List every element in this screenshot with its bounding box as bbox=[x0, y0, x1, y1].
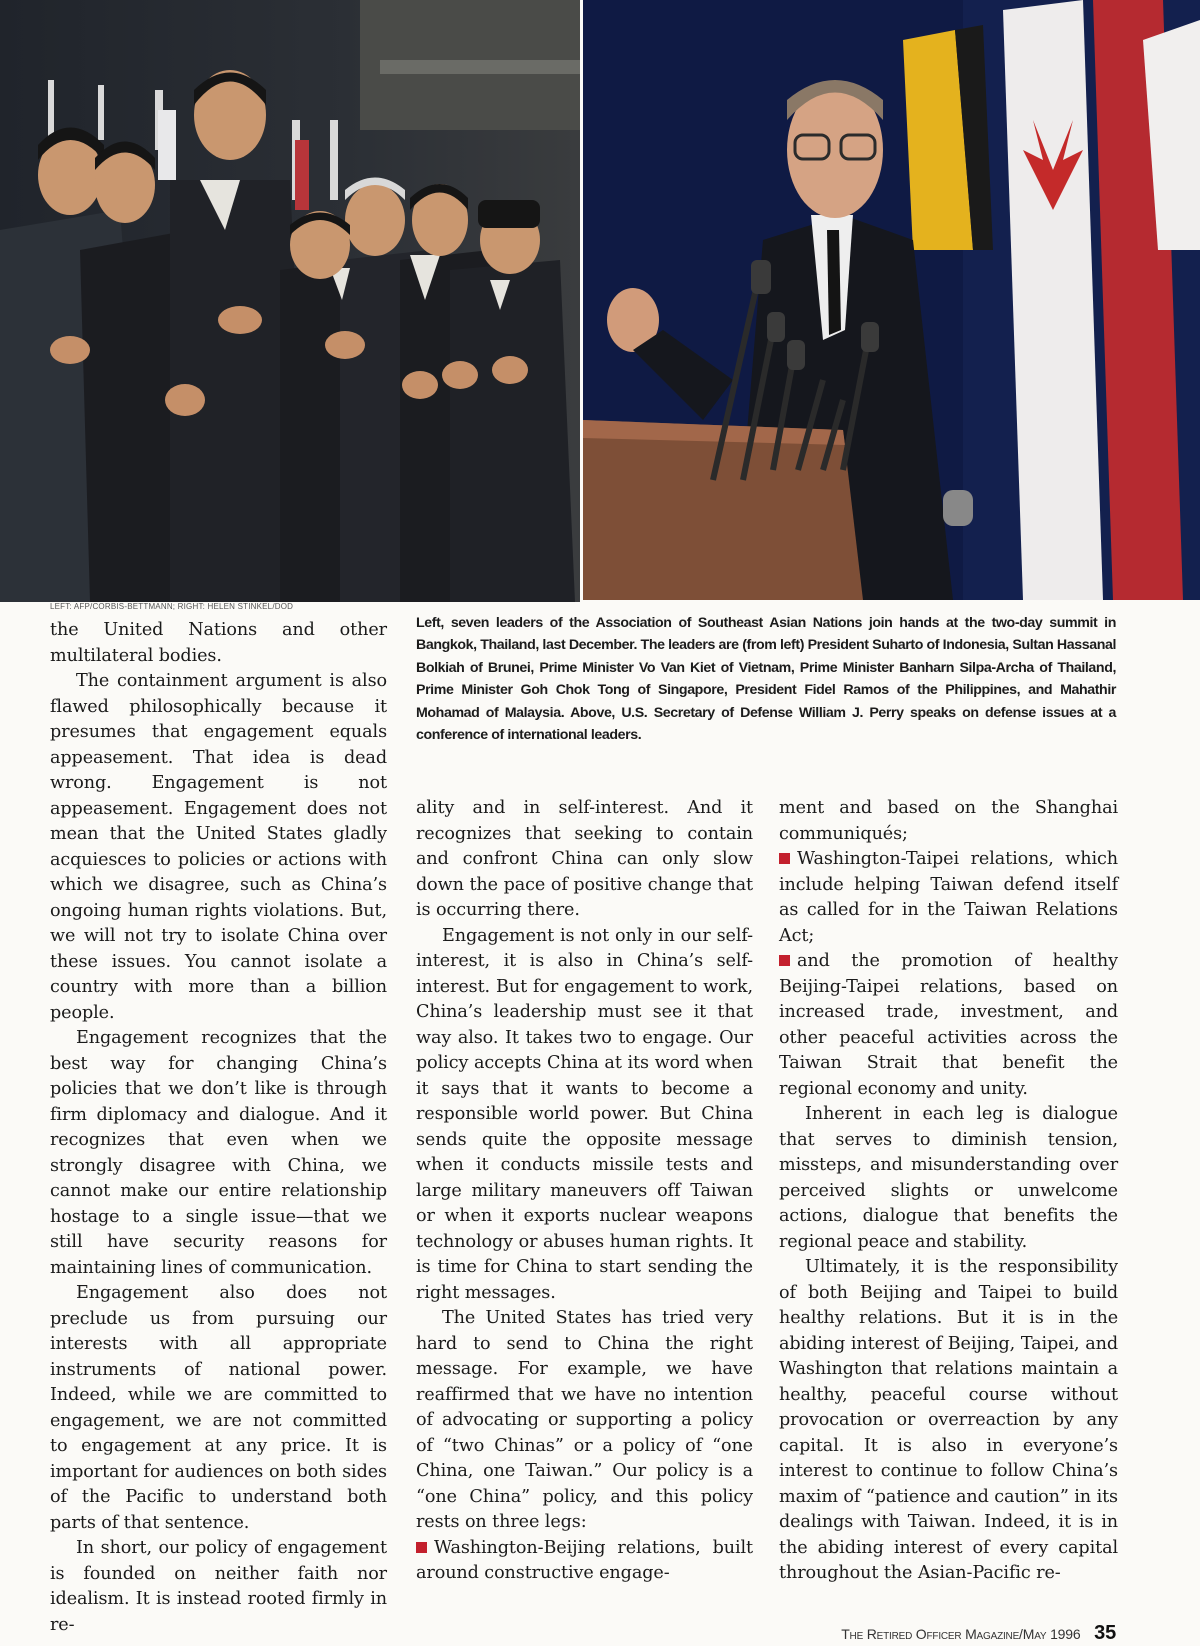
paragraph: Inherent in each leg is dialogue that serves to diminish tension, missteps, and misunderstanding over perceived slights or unwelcome actions, dialogue that benefits the regional peace and stability. bbox=[779, 1104, 1118, 1252]
asean-leaders-illustration bbox=[0, 0, 580, 602]
page-number: 35 bbox=[1094, 1622, 1116, 1644]
paragraph: Engagement recognizes that the best way for changing China’s policies that we don’t like is through firm diplomacy and dialogue. And it recognizes that even when we strongly disagree with China, we cannot make our entire relationship hostage to a single issue—that we still have security reasons for maintaining lines of communication. bbox=[50, 1028, 387, 1278]
red-square-bullet-icon bbox=[779, 955, 790, 966]
red-square-bullet-icon bbox=[416, 1542, 427, 1553]
paragraph: In short, our policy of engagement is founded on neither faith nor idealism. It is instead rooted firmly in re- bbox=[50, 1538, 387, 1635]
paragraph: The containment argument is also flawed philosophically because it presumes that engagement equals appeasement. That idea is dead wrong. Engagement is not appeasement. Engagement does not mean that the United States gladly acquiesces to policies or actions with which we disagree, such as China’s ongoing human rights violations. But, we will not try to isolate China over these issues. You cannot isolate a country with more than a billion people. bbox=[50, 671, 387, 1023]
paragraph: Engagement is not only in our self-interest, it is also in China’s self-interest. But for engagement to work, China’s leadership must see it that way also. It takes two to engage. Our policy accepts China at its word when it says that it wants to become a responsible world power. But China sends quite the opposite message when it conducts missile tests and large military maneuvers off Taiwan or when it exports nuclear weapons technology or abuses human rights. It is time for China to start sending the right messages. bbox=[416, 925, 753, 1303]
photo-asean-leaders bbox=[0, 0, 580, 602]
bullet-item bbox=[779, 847, 1118, 949]
paragraph: Engagement also does not preclude us from pursuing our interests with all appropriate instruments of national power. Indeed, while we are committed to engagement, we are not committed to engagement at any price. It is important for audiences on both sides of the Pacific to understand both parts of that sentence. bbox=[50, 1283, 387, 1533]
magazine-name: The Retired Officer Magazine/May 1996 bbox=[841, 1626, 1081, 1642]
text-column-1 bbox=[50, 618, 387, 1638]
bullet-item bbox=[779, 949, 1118, 1102]
red-square-bullet-icon bbox=[779, 853, 790, 864]
photo-perry-podium bbox=[583, 0, 1200, 600]
paragraph: ment and based on the Shanghai communiqués; bbox=[779, 798, 1118, 844]
text-column-3 bbox=[779, 796, 1118, 1587]
bullet-item bbox=[416, 1536, 753, 1587]
page-footer bbox=[841, 1622, 1116, 1646]
text-column-2 bbox=[416, 796, 753, 1587]
paragraph: Ultimately, it is the responsibility of both Beijing and Taipei to build healthy relations. But it is in the abiding interest of Beijing, Taipei, and Washington that relations maintain a healthy, peaceful course without provocation or overreaction by any capital. It is also in everyone’s interest to continue to follow China’s maxim of “patience and caution” in its dealings with Taiwan. Indeed, it is in the abiding interest of every capital throughout the Asian-Pacific re- bbox=[779, 1257, 1118, 1583]
perry-podium-illustration bbox=[583, 0, 1200, 600]
photo-caption: Left, seven leaders of the Association of Southeast Asian Nations join hands at the two-day summit in Bangkok, Thailand, last December. The leaders are (from left) President Suharto of Indonesia, Sultan Hassanal Bolkiah of Brunei, Prime Minister Vo Van Kiet of Vietnam, Prime Minister Banharn Silpa-Archa of Thailand, Prime Minister Goh Chok Tong of Singapore, President Fidel Ramos of the Philippines, and Mahathir Mohamad of Malaysia. Above, U.S. Secretary of Defense William J. Perry speaks on defense issues at a conference of international leaders. bbox=[416, 615, 1116, 744]
paragraph: The United States has tried very hard to send to China the right message. For example, we have reaffirmed that we have no intention of advocating or supporting a policy of “two Chinas” or a policy of “one China, one Taiwan.” Our policy is a “one China” policy, and this policy rests on three legs: bbox=[416, 1308, 753, 1532]
bullet-text: Washington-Beijing relations, built around constructive engage- bbox=[416, 1537, 753, 1583]
paragraph: ality and in self-interest. And it recognizes that seeking to contain and confront China can only slow down the pace of positive change that is occurring there. bbox=[416, 798, 753, 920]
photo-credit: LEFT: AFP/CORBIS-BETTMANN; RIGHT: HELEN STINKEL/DOD bbox=[50, 602, 294, 611]
bullet-text: Washington-Taipei relations, which include helping Taiwan defend itself as called for in the Taiwan Relations Act; bbox=[779, 849, 1118, 946]
paragraph: the United Nations and other multilateral bodies. bbox=[50, 620, 387, 666]
bullet-text: and the promotion of healthy Beijing-Taipei relations, based on increased trade, investment, and other peaceful activities across the Taiwan Strait that benefit the regional economy and unity. bbox=[779, 951, 1118, 1099]
